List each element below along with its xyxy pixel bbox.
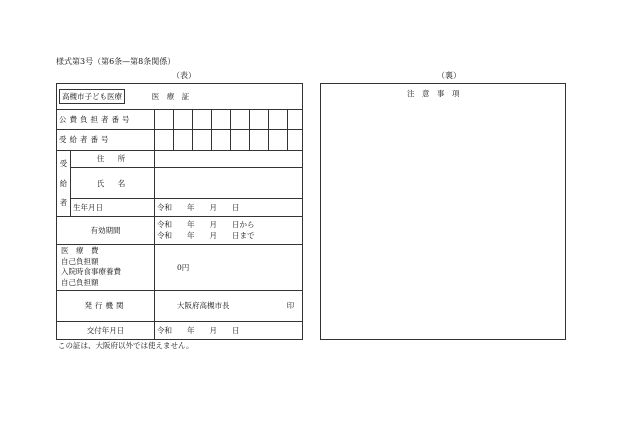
payer-number-cell <box>212 109 231 130</box>
issue-date-label: 交付年月日 <box>57 321 155 340</box>
recipient-number-cell <box>231 130 250 151</box>
card-title: 医 療 証 <box>151 91 190 101</box>
recipient-group-label: 受 給 者 <box>57 150 71 217</box>
name-value <box>155 168 303 199</box>
meal-cost-label-1: 入院時食事療養費 <box>61 267 121 277</box>
name-label: 氏 名 <box>71 168 155 199</box>
valid-to: 令和 年 月 日まで <box>157 230 255 240</box>
meal-cost-value: 0円 <box>155 245 303 291</box>
payer-number-cell <box>193 109 212 130</box>
recipient-number-cell <box>193 130 212 151</box>
birthdate-value: 令和 年 月 日 <box>155 198 303 216</box>
medical-cost-label-1: 医 療 費 <box>61 245 99 255</box>
birthdate-label: 生年月日 <box>71 198 155 216</box>
issuer-value: 大阪府高槻市長 <box>177 301 230 311</box>
payer-number-cell <box>269 109 288 130</box>
address-label: 住 所 <box>71 150 155 167</box>
medical-card-front <box>56 83 303 340</box>
valid-from: 令和 年 月 日から <box>157 219 255 229</box>
footnote: この証は、大阪府以外では使えません。 <box>58 341 194 350</box>
recipient-number-cell <box>288 130 303 151</box>
form-code: 様式第3号（第6条—第8条関係） <box>56 57 176 66</box>
payer-number-cell <box>288 109 303 130</box>
recipient-number-cell <box>155 130 174 151</box>
address-value <box>155 150 303 167</box>
recipient-number-label: 受給者番号 <box>57 130 155 151</box>
program-label: 高槻市子ども医療 <box>59 89 125 104</box>
issue-date-value: 令和 年 月 日 <box>155 321 303 340</box>
issuer-cell <box>155 290 303 321</box>
payer-number-cell <box>231 109 250 130</box>
seal-mark: 印 <box>286 301 295 311</box>
recipient-number-cell <box>269 130 288 151</box>
valid-period-value <box>155 217 303 245</box>
payer-number-cell <box>250 109 269 130</box>
cost-labels <box>57 245 155 291</box>
card-title-row <box>57 84 303 110</box>
medical-cost-label-2: 自己負担額 <box>61 256 99 266</box>
back-title: 注 意 事 項 <box>407 89 460 98</box>
valid-period-label: 有効期間 <box>57 217 155 245</box>
recipient-number-cell <box>174 130 193 151</box>
medical-card-back <box>320 83 566 340</box>
back-heading: （裏） <box>437 71 461 80</box>
payer-number-label: 公費負担者番号 <box>57 109 155 130</box>
front-heading: （表） <box>172 71 196 80</box>
recipient-number-cell <box>250 130 269 151</box>
recipient-number-cell <box>212 130 231 151</box>
payer-number-cell <box>174 109 193 130</box>
payer-number-cell <box>155 109 174 130</box>
issuer-label: 発行機関 <box>57 290 155 321</box>
meal-cost-label-2: 自己負担額 <box>61 278 99 288</box>
